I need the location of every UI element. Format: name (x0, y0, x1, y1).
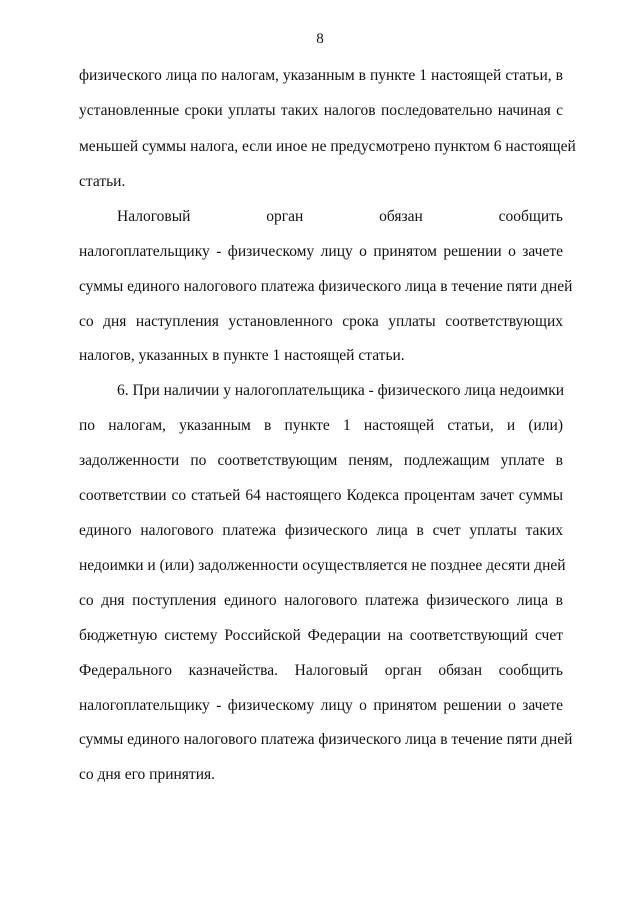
paragraph-3-line-10: налогоплательщику - физическому лицу о принятом решении о зачете (79, 697, 563, 714)
paragraph-1-line-1: физического лица по налогам, указанным в пункте 1 настоящей статьи, в (79, 67, 563, 84)
paragraph-3-line-4: соответствии со статьей 64 настоящего Кодекса процентам зачет суммы (79, 487, 563, 504)
paragraph-2-line-1: Налоговый орган обязан сообщить (117, 208, 563, 225)
paragraph-3-line-5: единого налогового платежа физического лица в счет уплаты таких (79, 522, 563, 539)
paragraph-2-line-2: налогоплательщику - физическому лицу о принятом решении о зачете (79, 243, 563, 260)
paragraph-1-line-2: установленные сроки уплаты таких налогов последовательно начиная с (79, 102, 563, 119)
page-number: 8 (316, 31, 324, 47)
paragraph-2-line-3: суммы единого налогового платежа физического лица в течение пяти дней (79, 278, 573, 295)
paragraph-3-line-7: со дня поступления единого налогового платежа физического лица в (79, 592, 563, 609)
paragraph-3-line-6: недоимки и (или) задолженности осуществляется не позднее десяти дней (79, 557, 566, 574)
paragraph-3-line-2: по налогам, указанным в пункте 1 настоящей статьи, и (или) (79, 417, 563, 434)
paragraph-3-line-1: 6. При наличии у налогоплательщика - физического лица недоимки (117, 382, 565, 399)
paragraph-1-line-3: меньшей суммы налога, если иное не предусмотрено пунктом 6 настоящей (79, 138, 576, 155)
paragraph-3-line-11: суммы единого налогового платежа физического лица в течение пяти дней (79, 731, 573, 748)
paragraph-3-line-8: бюджетную систему Российской Федерации на соответствующий счет (79, 627, 563, 644)
paragraph-2-line-5: налогов, указанных в пункте 1 настоящей статьи. (79, 347, 405, 364)
paragraph-1-line-4: статьи. (79, 173, 126, 190)
paragraph-3-line-12: со дня его принятия. (79, 766, 216, 783)
paragraph-3-line-3: задолженности по соответствующим пеням, подлежащим уплате в (79, 452, 563, 469)
paragraph-3-line-9: Федерального казначейства. Налоговый орган обязан сообщить (79, 662, 563, 679)
paragraph-2-line-4: со дня наступления установленного срока уплаты соответствующих (79, 313, 563, 330)
